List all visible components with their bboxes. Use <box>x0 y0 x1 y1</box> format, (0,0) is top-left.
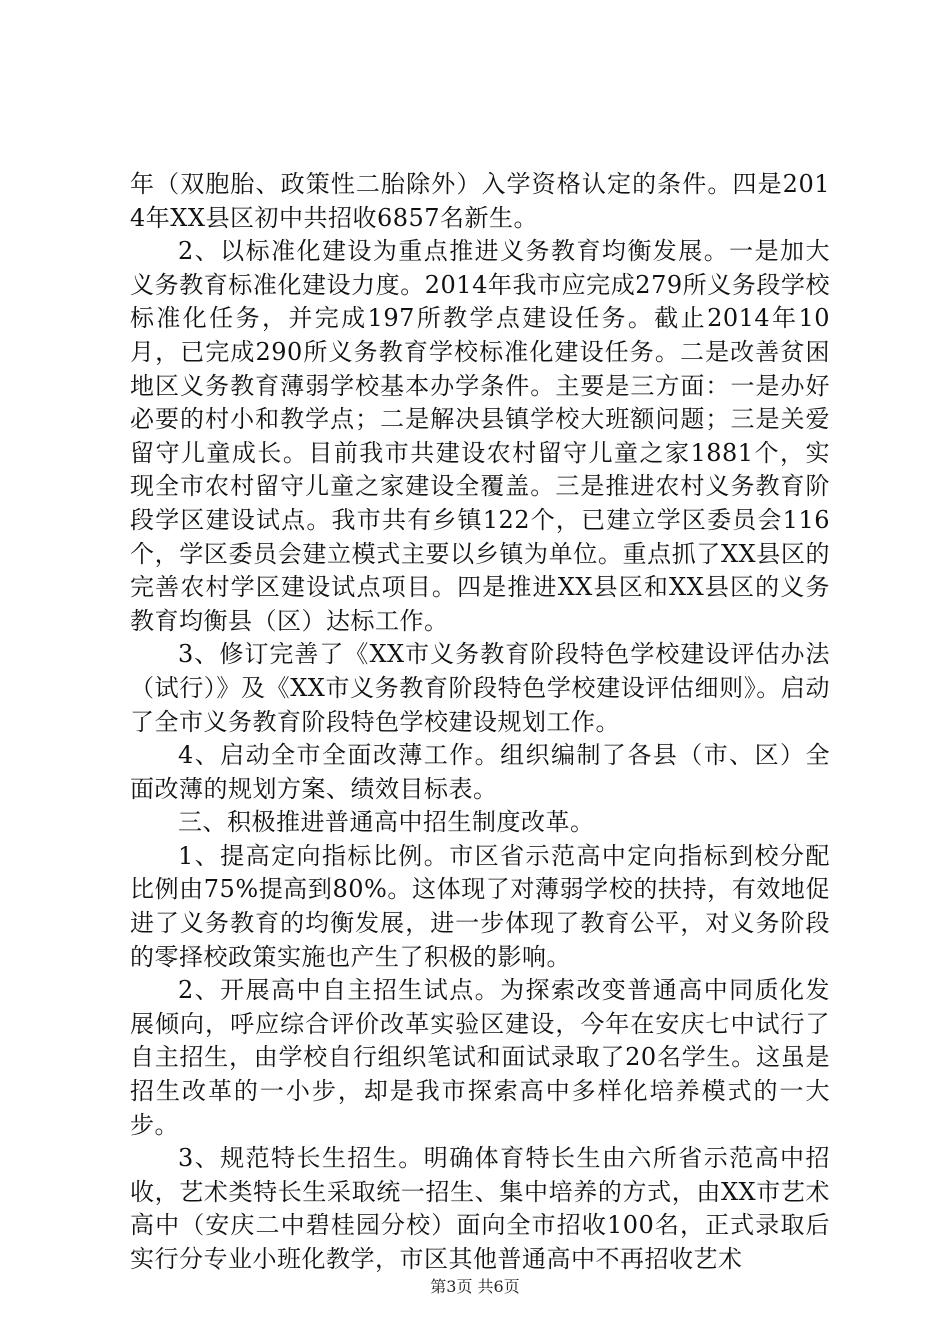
document-body <box>130 168 830 1277</box>
paragraph-4: 4、启动全市全面改薄工作。组织编制了各县（市、区）全面改薄的规划方案、绩效目标表。 <box>130 741 830 803</box>
paragraph-2: 2、以标准化建设为重点推进义务教育均衡发展。一是加大义务教育标准化建设力度。2014年我市应完成279所义务段学校标准化任务，并完成197所教学点建设任务。截止2014年10月，已完成290所义务教育学校标准化建设任务。二是改善贫困地区义务教育薄弱学校基本办学条件。主要是三方面：一是办好必要的村小和教学点；二是解决县镇学校大班额问题；三是关爱留守儿童成长。目前我市共建设农村留守儿童之家1881个，实现全市农村留守儿童之家建设全覆盖。三是推进农村义务教育阶段学区建设试点。我市共有乡镇122个，已建立学区委员会116个，学区委员会建立模式主要以乡镇为单位。重点抓了XX县区的完善农村学区建设试点项目。四是推进XX县区和XX县区的义务教育均衡县（区）达标工作。 <box>130 237 830 635</box>
paragraph-7: 3、规范特长生招生。明确体育特长生由六所省示范高中招收，艺术类特长生采取统一招生、集中培养的方式，由XX市艺术高中（安庆二中碧桂园分校）面向全市招收100名，正式录取后实行分专业小班化教学，市区其他普通高中不再招收艺术 <box>130 1144 830 1273</box>
paragraph-6: 2、开展高中自主招生试点。为探索改变普通高中同质化发展倾向，呼应综合评价改革实验区建设，今年在安庆七中试行了自主招生，由学校自行组织笔试和面试录取了20名学生。这虽是招生改革的一小步，却是我市探索高中多样化培养模式的一大步。 <box>130 976 830 1139</box>
section-heading-3: 三、积极推进普通高中招生制度改革。 <box>178 808 595 837</box>
paragraph-5: 1、提高定向指标比例。市区省示范高中定向指标到校分配比例由75%提高到80%。这体现了对薄弱学校的扶持，有效地促进了义务教育的均衡发展，进一步体现了教育公平，对义务阶段的零择校政策实施也产生了积极的影响。 <box>130 841 830 971</box>
paragraph-3: 3、修订完善了《XX市义务教育阶段特色学校建设评估办法（试行）》及《XX市义务教育阶段特色学校建设评估细则》。启动了全市义务教育阶段特色学校建设规划工作。 <box>130 640 830 736</box>
page-number: 第3页 共6页 <box>430 1277 520 1296</box>
paragraph-1: 年（双胞胎、政策性二胎除外）入学资格认定的条件。四是2014年XX县区初中共招收6857名新生。 <box>130 170 830 232</box>
